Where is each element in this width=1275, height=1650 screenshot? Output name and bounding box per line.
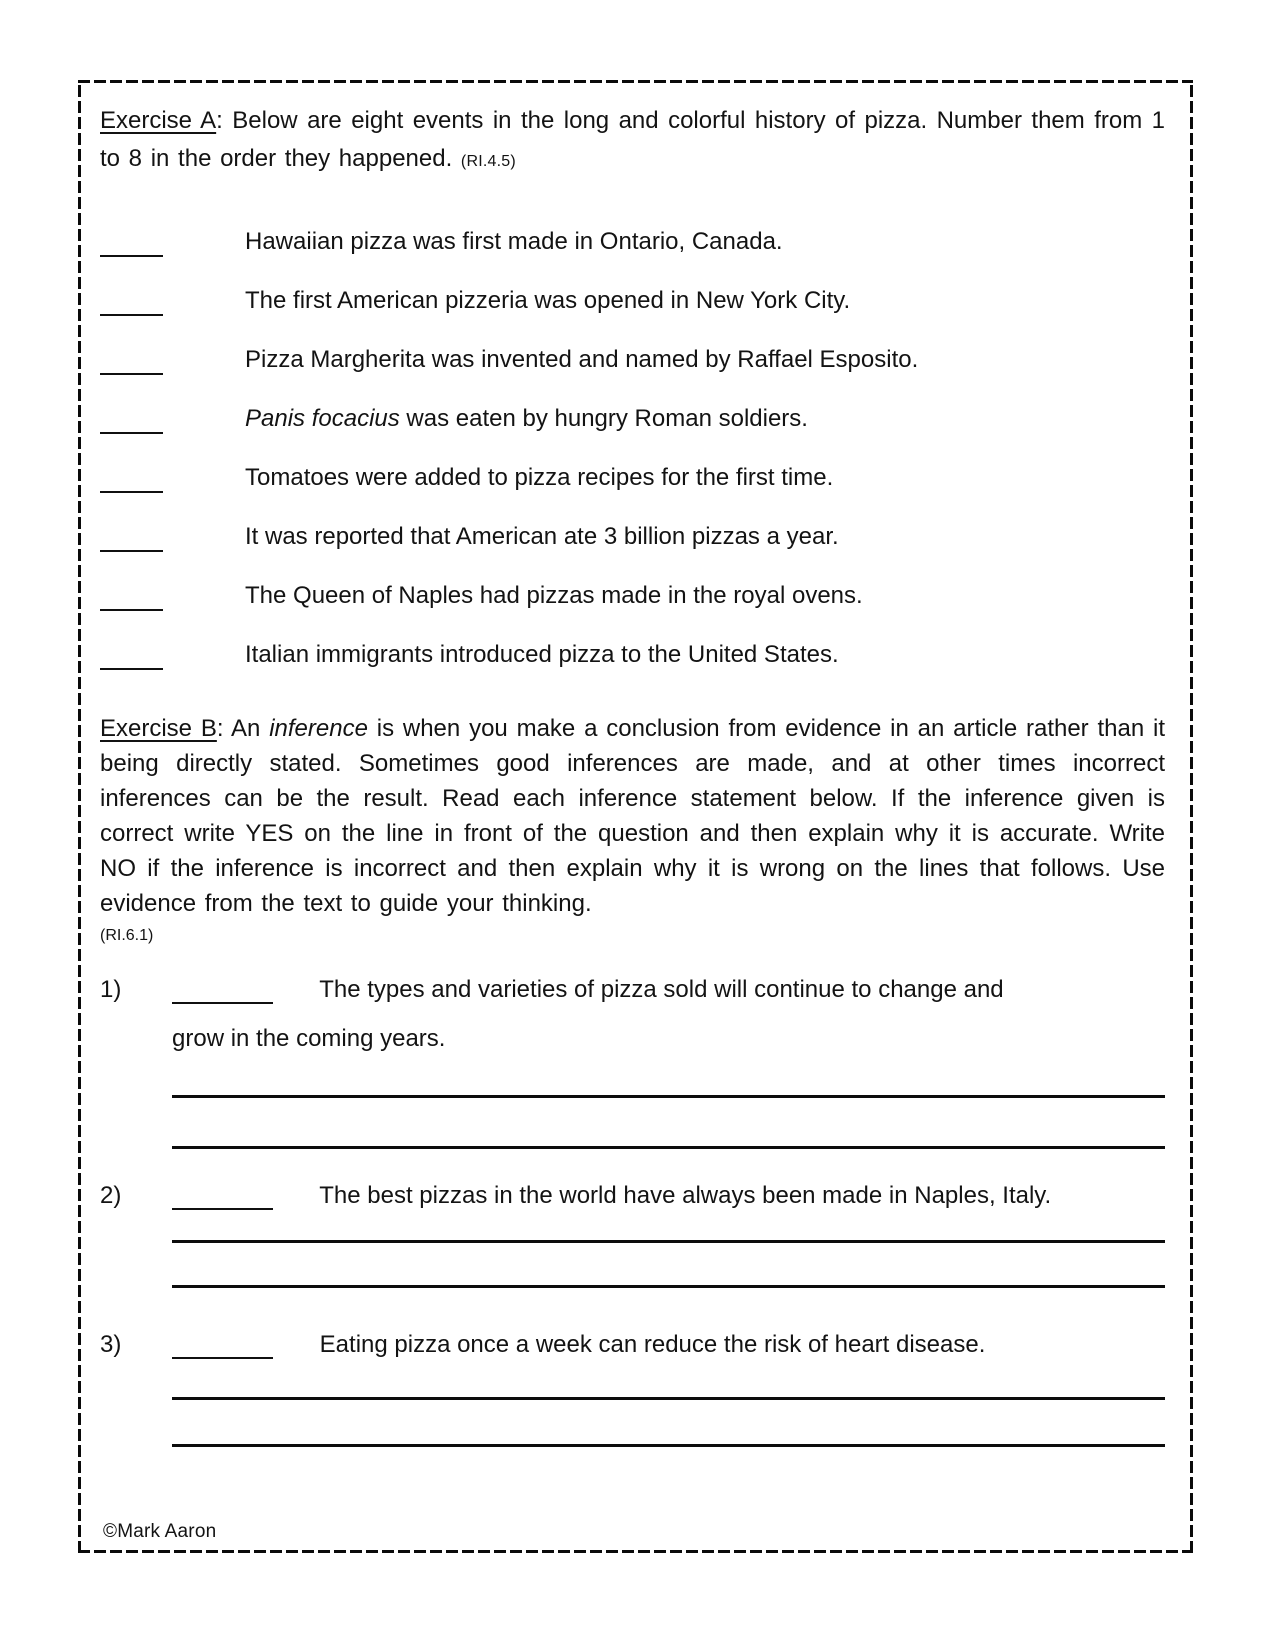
event-text: The Queen of Naples had pizzas made in the royal ovens. <box>245 582 863 609</box>
question-1-text-line2: grow in the coming years. <box>172 1025 446 1052</box>
order-blank[interactable] <box>100 288 163 316</box>
border-edge-top <box>78 80 1193 83</box>
question-3 <box>100 1320 1165 1369</box>
event-text: Tomatoes were added to pizza recipes for the first time. <box>245 464 834 491</box>
question-3-yes-no-blank[interactable] <box>172 1327 273 1359</box>
answer-line[interactable] <box>172 1397 1165 1400</box>
answer-line[interactable] <box>172 1146 1165 1149</box>
exercise-a-instructions-text: : Below are eight events in the long and colorful history of pizza. Number them from 1 to 8 in the order they happened. <box>100 107 1165 172</box>
answer-line[interactable] <box>172 1240 1165 1243</box>
border-edge-left <box>78 80 81 1553</box>
event-row-7 <box>100 581 1165 611</box>
border-edge-right <box>1190 80 1193 1553</box>
question-2-text: The best pizzas in the world have always been made in Naples, Italy. <box>319 1182 1052 1209</box>
event-text: Italian immigrants introduced pizza to the United States. <box>245 641 839 668</box>
order-blank[interactable] <box>100 583 163 611</box>
event-text: Hawaiian pizza was first made in Ontario, Canada. <box>245 228 783 255</box>
exercise-a-title: Exercise A <box>100 107 217 134</box>
standard-ri-4-5: (RI.4.5) <box>460 153 516 170</box>
question-1-number: 1) <box>100 976 122 1003</box>
event-text: It was reported that American ate 3 billion pizzas a year. <box>245 523 839 550</box>
question-1-text: The types and varieties of pizza sold will continue to change and <box>319 976 1004 1003</box>
order-blank[interactable] <box>100 465 163 493</box>
standard-ri-6-1: (RI.6.1) <box>100 927 154 944</box>
order-blank[interactable] <box>100 347 163 375</box>
event-text: was eaten by hungry Roman soldiers. <box>399 405 808 432</box>
answer-line[interactable] <box>172 1444 1165 1447</box>
question-2-number: 2) <box>100 1182 122 1209</box>
question-3-text: Eating pizza once a week can reduce the risk of heart disease. <box>319 1331 986 1358</box>
footer-credit: ©Mark Aaron <box>103 1521 217 1542</box>
event-text: Pizza Margherita was invented and named by Raffael Esposito. <box>245 346 919 373</box>
answer-line[interactable] <box>172 1285 1165 1288</box>
order-blank[interactable] <box>100 524 163 552</box>
exercise-b-instructions <box>100 711 1165 921</box>
question-2-yes-no-blank[interactable] <box>172 1178 273 1210</box>
worksheet-border <box>78 80 1193 1553</box>
event-row-6 <box>100 522 1165 552</box>
event-row-5 <box>100 463 1165 493</box>
event-text-italic: Panis focacius <box>245 405 400 432</box>
event-row-2 <box>100 286 1165 316</box>
worksheet-content <box>100 96 1165 1447</box>
event-text: The first American pizzeria was opened in New York City. <box>245 287 851 314</box>
order-blank[interactable] <box>100 642 163 670</box>
event-list <box>100 227 1165 670</box>
event-row-4 <box>100 404 1165 434</box>
event-row-1 <box>100 227 1165 257</box>
event-row-3 <box>100 345 1165 375</box>
exercise-b-intro-pre: : An <box>216 715 270 742</box>
border-edge-bottom <box>78 1550 1193 1553</box>
exercise-b-title: Exercise B <box>100 715 217 742</box>
event-row-8 <box>100 640 1165 670</box>
order-blank[interactable] <box>100 229 163 257</box>
question-2 <box>100 1171 1165 1220</box>
answer-line[interactable] <box>172 1095 1165 1098</box>
question-1-yes-no-blank[interactable] <box>172 972 273 1004</box>
order-blank[interactable] <box>100 406 163 434</box>
inference-italic: inference <box>269 715 368 742</box>
exercise-a-instructions <box>100 102 1165 181</box>
question-1 <box>100 965 1165 1063</box>
exercise-b-intro-rest: is when you make a conclusion from evidence in an article rather than it being directly stated. Sometimes good inferences are made, and at other times incorrect inferences can be the result. Read each inference statement below. If the inference given is correct write YES on the line in front of the question and then explain why it is accurate. Write NO if the inference is incorrect and then explain why it is wrong on the lines that follows. Use evidence from the text to guide your thinking. <box>100 715 1166 917</box>
question-3-number: 3) <box>100 1331 122 1358</box>
